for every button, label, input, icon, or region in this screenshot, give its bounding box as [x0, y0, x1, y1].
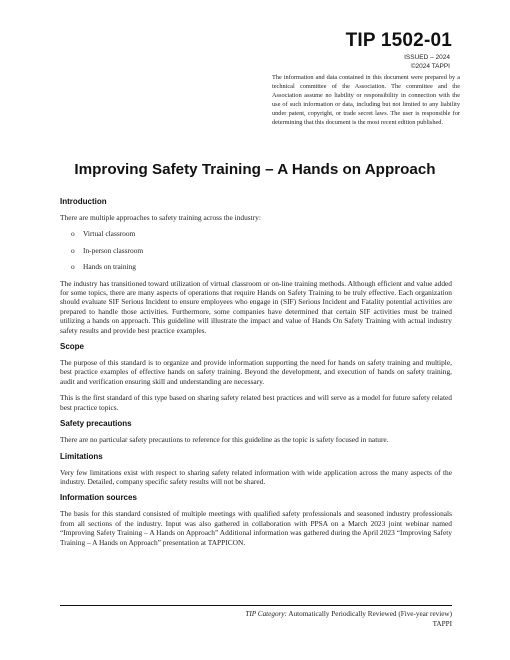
disclaimer-text: The information and data contained in this document were prepared by a technical committee of the Association. The committee and the Association assume no liability or responsibility in connection with the use of such information or data, including but not limited to any liability under patent, copyright, or trade secret laws. The user is responsible for determining that this document is the most recent edition published. [272, 74, 460, 127]
scope-paragraph-2: This is the first standard of this type based on sharing safety related best practices and will serve as a model for future safety related best practice topics. [60, 393, 452, 412]
limitations-heading: Limitations [60, 451, 103, 461]
safety-precautions-heading: Safety precautions [60, 419, 132, 429]
footer-divider [60, 605, 452, 606]
list-item [71, 229, 452, 238]
information-sources-paragraph: The basis for this standard consisted of multiple meetings with qualified safety professionals and seasoned industry professionals from all sections of the industry. Input was also gathered in collaboration with PPSA on a March 2023 joint webinar named “Improving Safety Training – A Hands on Approach” Additional information was gathered during the April 2023 “Improving Safety Training – A Hands on Approach” presentation at TAPPICON. [60, 509, 452, 547]
document-title: Improving Safety Training – A Hands on Approach [74, 161, 436, 178]
bullet-icon: o [71, 262, 75, 272]
section-introduction [60, 197, 452, 335]
list-item-text: Virtual classroom [83, 229, 136, 239]
category-label: TIP Category: [245, 610, 287, 618]
tip-number: TIP 1502-01 [345, 30, 452, 51]
section-information-sources [60, 493, 452, 547]
training-approaches-list [60, 229, 452, 271]
list-item [71, 262, 452, 271]
introduction-heading: Introduction [60, 197, 107, 206]
section-safety-precautions [60, 419, 452, 444]
information-sources-heading: Information sources [60, 493, 137, 503]
scope-paragraph-1: The purpose of this standard is to organize and provide information supporting the need for hands on safety training and multiple, best practice examples of effective hands on safety training. Beyond the development, and execution of hands on safety training, audit and verification ensuring skill and understanding are necessary. [60, 358, 452, 386]
category-value: Automatically Periodically Reviewed (Five-year review) [288, 610, 452, 618]
list-item-text: In-person classroom [83, 245, 144, 255]
footer-category [245, 610, 452, 618]
bullet-icon: o [71, 229, 75, 239]
issue-info [404, 53, 450, 71]
bullet-icon: o [71, 245, 75, 255]
footer-org: TAPPI [432, 620, 452, 628]
limitations-paragraph: Very few limitations exist with respect to sharing safety related information with wide application across the many aspects of the industry. Detailed, company specific safety results will not be shared. [60, 467, 452, 486]
section-scope [60, 342, 452, 412]
introduction-paragraph: The industry has transitioned toward utilization of virtual classroom or on-line training methods. Although efficient and value added for some topics, there are many aspects of operations that require Hands on Safety Training to be truly effective. Each organization should evaluate SIF Serious Incident to ensure employees who engage in (SIF) Serious Incident and Fatality potential activities are prepared to handle those activities. Furthermore, some companies have determined that certain SIF activities must be trained utilizing a hands on approach. This guideline will illustrate the impact and value of Hands On Safety Training with actual industry safety results and provide best practice examples. [60, 278, 452, 335]
document-body [60, 197, 452, 554]
introduction-lead: There are multiple approaches to safety training across the industry: [60, 213, 261, 222]
copyright-notice: ©2024 TAPPI [410, 63, 450, 70]
section-limitations [60, 452, 452, 487]
list-item [71, 246, 452, 255]
scope-heading: Scope [60, 342, 85, 352]
list-item-text: Hands on training [83, 262, 136, 272]
safety-precautions-paragraph: There are no particular safety precautions to reference for this guideline as the topic is safety focused in nature. [60, 435, 389, 445]
issued-date: ISSUED – 2024 [404, 54, 450, 61]
